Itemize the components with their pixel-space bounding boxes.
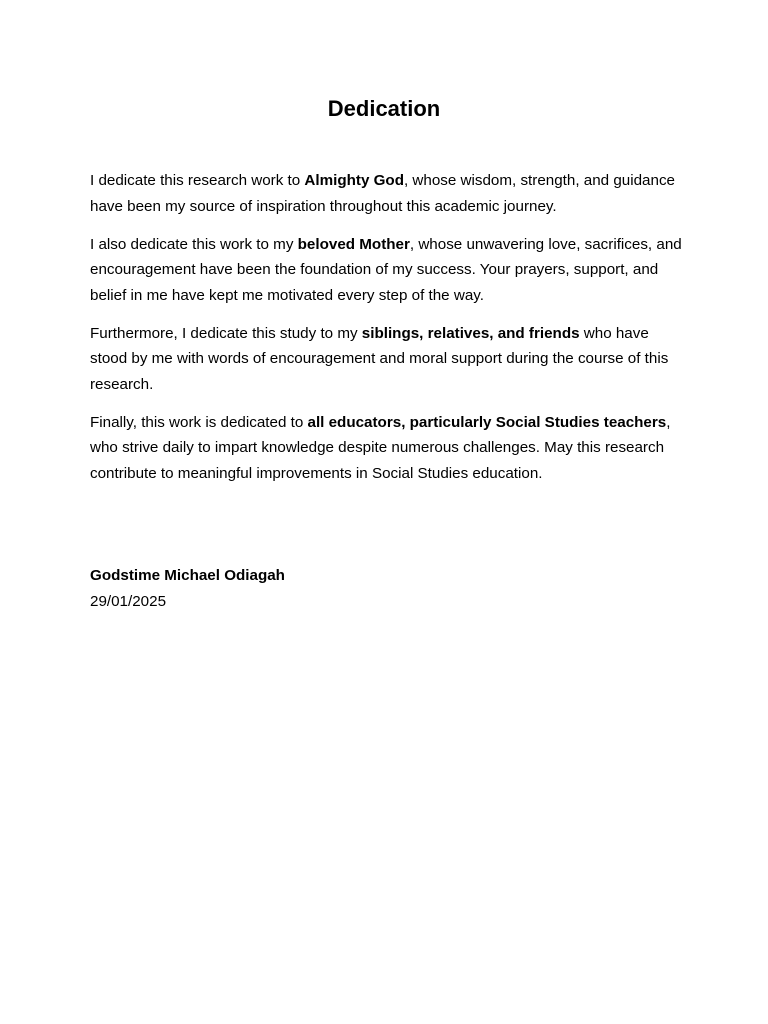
signature-date: 29/01/2025 <box>90 592 167 610</box>
paragraph-text: Furthermore, I dedicate this study to my <box>90 324 362 342</box>
paragraph-text: who have stood by me with words of encouragement and moral support during the course of this research. <box>90 324 669 393</box>
signature-block <box>90 563 285 614</box>
paragraph-text: I dedicate this research work to <box>90 172 305 189</box>
dedication-paragraph <box>90 410 690 487</box>
paragraph-emphasis: all educators, particularly Social Studies teachers <box>307 413 667 431</box>
dedication-paragraph <box>90 168 690 219</box>
dedication-paragraph <box>90 232 690 309</box>
signature-name: Godstime Michael Odiagah <box>90 567 285 584</box>
paragraph-text: Finally, this work is dedicated to <box>90 413 308 431</box>
paragraph-text: , who strive daily to impart knowledge despite numerous challenges. May this research contribute to meaningful improvements in Social Studies education. <box>90 413 671 482</box>
paragraph-emphasis: beloved Mother <box>297 235 410 253</box>
dedication-paragraph <box>90 321 690 398</box>
paragraph-text: I also dedicate this work to my <box>90 235 298 253</box>
paragraph-text: , whose unwavering love, sacrifices, and encouragement have been the foundation of my success. Your prayers, support, and belief in me have kept me motivated every step of the way. <box>90 235 682 304</box>
paragraph-emphasis: siblings, relatives, and friends <box>361 324 580 342</box>
dedication-body <box>90 168 690 499</box>
paragraph-text: , whose wisdom, strength, and guidance have been my source of inspiration throughout this academic journey. <box>90 172 675 215</box>
paragraph-emphasis: Almighty God <box>304 172 404 189</box>
page-title: Dedication <box>327 96 441 121</box>
